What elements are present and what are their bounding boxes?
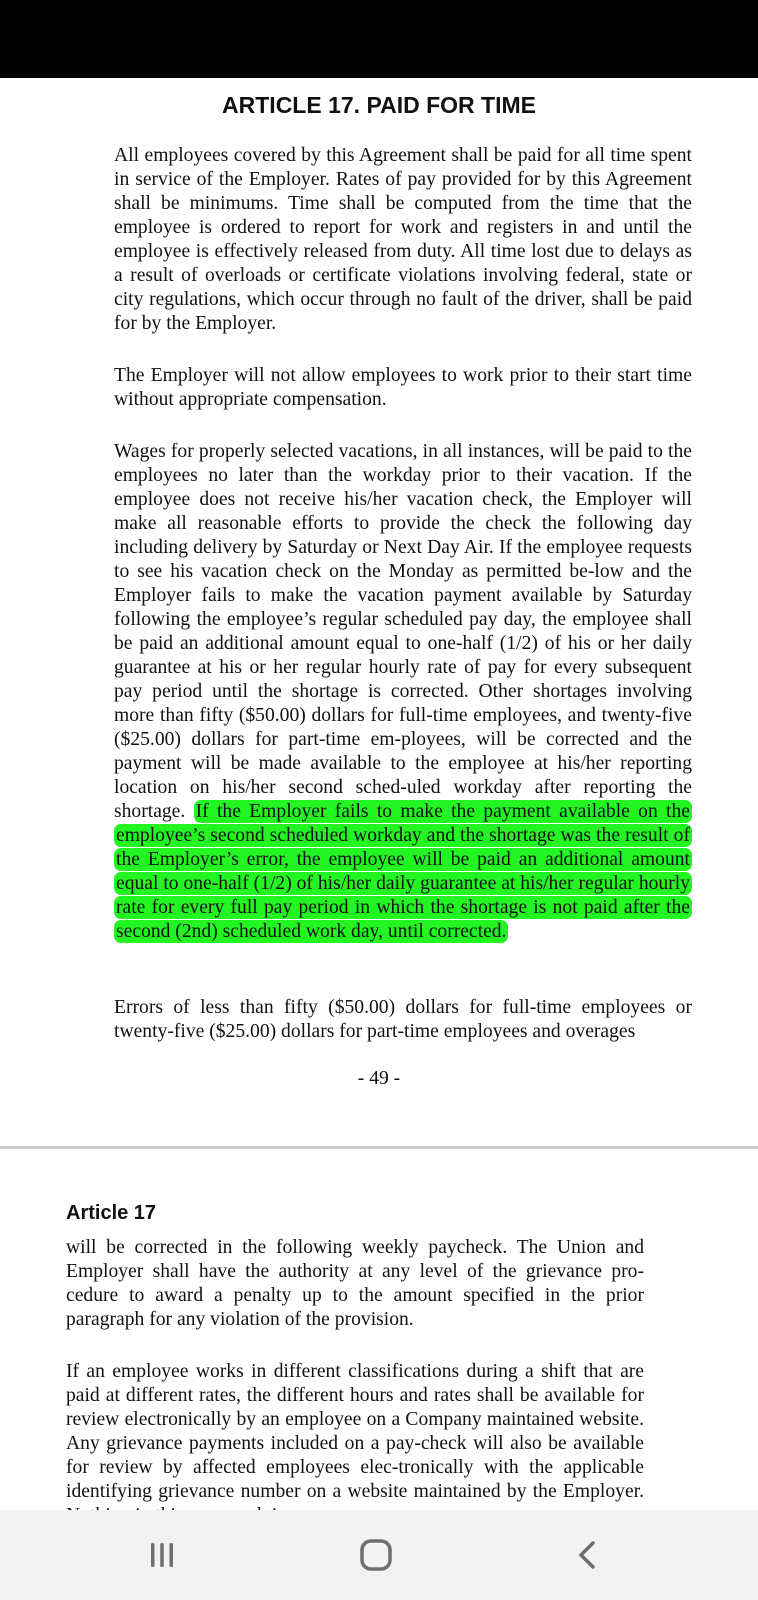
recent-apps-button[interactable]	[122, 1530, 202, 1580]
home-icon	[359, 1538, 393, 1572]
paragraph-weekly-paycheck: will be corrected in the following weekly paycheck. The Union and Employer shall have the authority at any level of the grievance pro-cedure to award a penalty up to the amount specified in the prior paragraph for any violation of the provision.	[66, 1237, 644, 1330]
highlighted-text[interactable]: If the Employer fails to make the payment available on the employee’s second scheduled workday and the shortage was the result of the Employer’s error, the employee will be paid an additional amount equal to one-half (1/2) of his/her daily guarantee at his/her regular hourly rate for every full pay period in which the shortage is not paid after the second (2nd) scheduled work day, until corrected.	[116, 801, 690, 942]
home-button[interactable]	[336, 1530, 416, 1580]
paragraph-vacation-wages	[114, 440, 692, 944]
paragraph-start-time: The Employer will not allow employees to work prior to their start time without appropriate compensation.	[114, 365, 692, 410]
article-title: ARTICLE 17. PAID FOR TIME	[222, 92, 536, 118]
running-header: Article 17	[66, 1202, 157, 1224]
paragraph-paid-time: All employees covered by this Agreement shall be paid for all time spent in service of the Employer. Rates of pay provided for by this Agreement shall be minimums. Time shall be computed from the time that the employee is ordered to report for work and registers in and until the employee is effectively released from duty. All time lost due to delays as a result of overloads or certificate violations involving federal, state or city regulations, which occur through no fault of the driver, shall be paid for by the Employer.	[114, 145, 692, 334]
navigation-bar	[0, 1510, 758, 1600]
paragraph-classifications: If an employee works in different classifications during a shift that are paid at different rates, the different hours and rates shall be available for review electronically by an employee on a Company maintained website. Any grievance payments included on a pay-check will also be available for review by affected employees elec-tronically with the applicable identifying grievance number on a website maintained by the Employer.	[66, 1361, 644, 1502]
recent-apps-icon	[147, 1540, 177, 1570]
status-bar	[0, 0, 758, 78]
page-number: - 49 -	[357, 1068, 401, 1089]
paragraph-vacation-wages-text: Wages for properly selected vacations, in all instances, will be paid to the employees no later than the workday prior to their vacation. If the employee does not receive his/her vacation check, the Employer will make all reasonable efforts to provide the check the following day including delivery by Saturday or Next Day Air. If the employee requests to see his vacation check on the Monday as permitted be-low and the Employer fails to make the vacation payment available by Saturday following the employee’s regular scheduled pay day, the employee shall be paid an additional amount equal to one-half (1/2) of his or her daily guarantee at his or her regular hourly rate of pay for every subsequent pay period until the shortage is corrected. Other shortages involving more than fifty ($50.00) dollars for full-time employees, and twenty-five ($25.00) dollars for part-time em-ployees, will be corrected and the payment will be made available to the employee at his/her reporting location on his/her second sched-uled workday after reporting the shortage.	[114, 441, 692, 822]
document-viewer[interactable]	[0, 78, 758, 1510]
page-divider	[0, 1146, 758, 1149]
paragraph-errors: Errors of less than fifty ($50.00) dollars for full-time employees or twenty-five ($25.00) dollars for part-time employees and overages	[114, 997, 692, 1042]
back-icon	[573, 1540, 603, 1570]
back-button[interactable]	[548, 1530, 628, 1580]
